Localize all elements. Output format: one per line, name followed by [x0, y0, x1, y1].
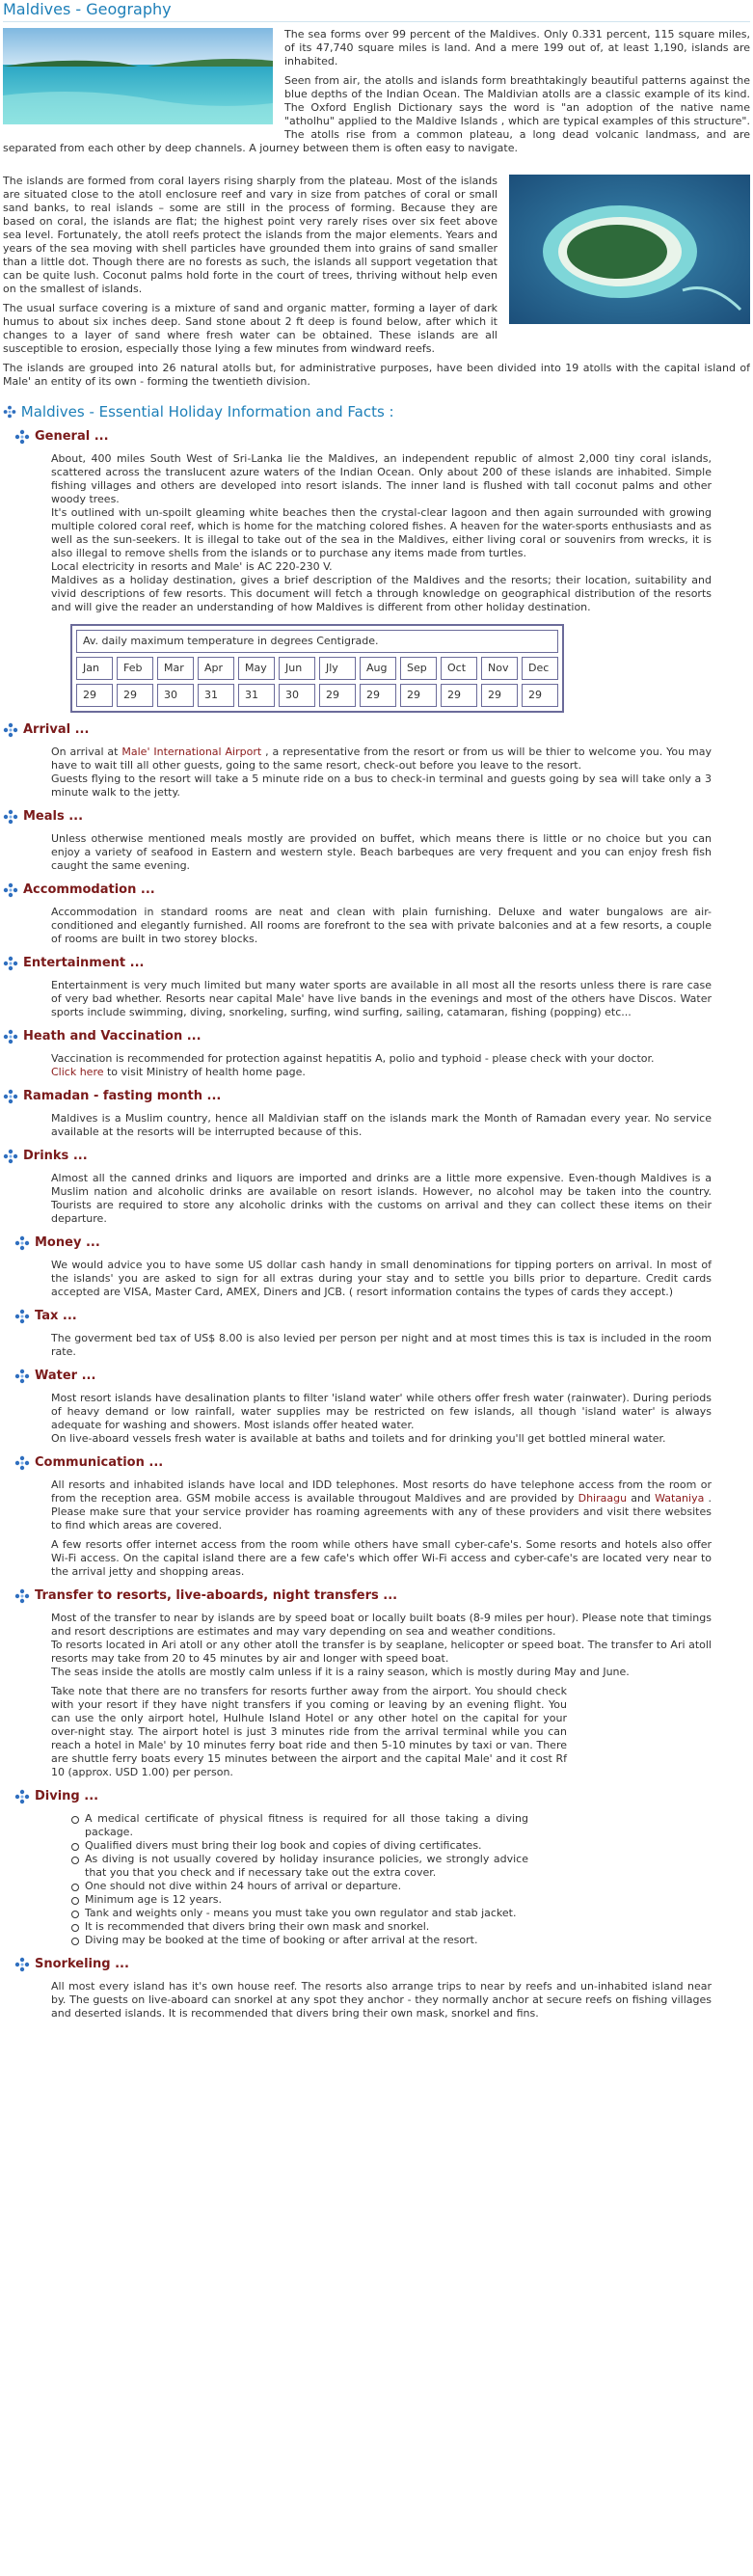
comm-text: All resorts and inhabited islands have local and IDD telephones. Most resorts do have telephone access from the room or from the reception area. GSM mobile access is available througout Maldives and are provided by	[51, 1478, 712, 1505]
section-accommodation	[3, 882, 750, 946]
diving-list-item: Diving may be booked at the time of booking or after arrival at the resort.	[85, 1934, 528, 1947]
section-body	[51, 452, 712, 614]
temperature-cell: 29	[481, 684, 518, 707]
section-title: Money ...	[35, 1235, 100, 1250]
month-cell: Feb	[117, 657, 153, 680]
section-general	[3, 429, 750, 713]
facts-heading-text: Maldives - Essential Holiday Information and Facts :	[20, 403, 394, 420]
section-body: Accommodation in standard rooms are neat and clean with plain furnishing. Deluxe and water bungalows are air-conditioned and elegantly furnished. All rooms are forefront to the sea with private balconies and at a few resorts, a couple of rooms are built in two storey blocks.	[51, 906, 712, 945]
month-cell: Sep	[400, 657, 437, 680]
section-snorkeling	[3, 1957, 750, 2020]
section-title: Transfer to resorts, live-aboards, night transfers ...	[35, 1588, 398, 1603]
section-body	[66, 1812, 528, 1947]
section-header	[14, 1957, 750, 1972]
section-title: Snorkeling ...	[35, 1957, 129, 1971]
temperature-cell: 29	[400, 684, 437, 707]
month-cell: May	[238, 657, 275, 680]
section-title: Communication ...	[35, 1455, 164, 1470]
month-cell: Apr	[198, 657, 234, 680]
month-cell: Mar	[157, 657, 194, 680]
communication-paragraph-1	[51, 1478, 712, 1532]
sparkle-bullet-icon	[3, 722, 18, 738]
water-paragraph-1: Most resort islands have desalination plants to filter 'island water' while others offer fresh water (rainwater). During periods of heavy demand or low rainfall, water supplies may be restricted on few islands, all though 'island water' is always adequate for washing and showers. Most islands offer heated water.	[51, 1392, 712, 1431]
section-body	[51, 1392, 712, 1446]
wataniya-link[interactable]: Wataniya	[655, 1492, 705, 1505]
month-cell: Jly	[319, 657, 356, 680]
water-paragraph-2: On live-aboard vessels fresh water is available at baths and toilets and for drinking you'll get bottled mineral water.	[51, 1432, 666, 1445]
health-link-line	[51, 1066, 712, 1079]
dhiraagu-link[interactable]: Dhiraagu	[578, 1492, 628, 1505]
comm-text-2: . Please make sure that your service provider has roaming agreements with any of these providers and visit there websites to find which areas are covered.	[51, 1492, 712, 1532]
temperature-cell: 31	[198, 684, 234, 707]
section-header	[14, 1235, 750, 1251]
section-body: Almost all the canned drinks and liquors are imported and drinks are a little more expensive. Even-though Maldives is a Muslim nation and alcoholic drinks are available on resort islands. However, no alcohol may be taken into the country. Tourists are required to store any alcoholic drinks with the customs on arrival and they can collect these items on their departure.	[51, 1172, 712, 1225]
section-title: Diving ...	[35, 1789, 99, 1803]
geography-block-1	[3, 28, 750, 161]
atoll-aerial-photo	[509, 175, 750, 324]
general-paragraph-1: About, 400 miles South West of Sri-Lanka lie the Maldives, an independent republic of almost 2,000 tiny coral islands, scattered across the translucent azure waters of the Indian Ocean. Only about 200 of these islands are inhabited. Simple fishing villages and others are developed into resort islands. The inner land is flushed with tall coconut palms and other woody trees.	[51, 452, 712, 505]
section-arrival	[3, 722, 750, 800]
diving-list-item: Qualified divers must bring their log book and copies of diving certificates.	[85, 1839, 528, 1853]
section-header	[14, 1309, 750, 1324]
section-body: Maldives is a Muslim country, hence all Maldivian staff on the islands mark the Month of Ramadan every year. No service available at the resorts will be interrupted because of this.	[51, 1112, 712, 1138]
section-meals	[3, 809, 750, 873]
health-paragraph: Vaccination is recommended for protection against hepatitis A, polio and typhoid - please check with your doctor.	[51, 1052, 655, 1065]
temperature-row	[76, 684, 558, 707]
geo-paragraph-3: The islands are formed from coral layers rising sharply from the plateau. Most of the islands are situated close to the atoll enclosure reef and vary in size from patches of coral or small sand banks, to real islands – some are still in the process of forming. Because they are based on coral, the islands are flat; the highest point very rarely rises over six feet above sea level. Fortunately, the atoll reefs protect the islands from the major elements. Years and years of the sea moving with shell particles have grounded them into grains of sand smaller than a little dot. Though there are no forests as such, the islands all support vegetation that can be quite lush. Coconut palms hold forte in the court of trees, thriving without help even on the smallest of islands.	[3, 175, 498, 295]
temperature-cell: 29	[319, 684, 356, 707]
arrival-text: On arrival at	[51, 746, 119, 758]
month-cell: Aug	[360, 657, 396, 680]
temperature-cell: 30	[157, 684, 194, 707]
section-header	[3, 882, 750, 898]
section-water	[3, 1369, 750, 1446]
section-title: Accommodation ...	[23, 882, 155, 897]
sparkle-bullet-icon	[3, 1089, 18, 1104]
section-title: Arrival ...	[23, 722, 90, 737]
geo-paragraph-1: The sea forms over 99 percent of the Maldives. Only 0.331 percent, 115 square miles, of its 47,740 square miles is land. And a mere 199 out of, at least 1,190, islands are inhabited.	[284, 28, 750, 68]
sparkle-bullet-icon	[14, 1309, 30, 1324]
section-title: General ...	[35, 429, 109, 444]
section-header	[3, 1149, 750, 1164]
sparkle-bullet-icon	[14, 1455, 30, 1471]
section-header	[3, 1089, 750, 1104]
diving-list-item: Tank and weights only - means you must take you own regulator and stab jacket.	[85, 1907, 528, 1920]
section-body: Unless otherwise mentioned meals mostly are provided on buffet, which means there is little or no choice but you can enjoy a variety of seafood in Eastern and western style. Beach barbeques are very frequent and you can enjoy fresh fish caught the same evening.	[51, 832, 712, 872]
diving-list-item: Minimum age is 12 years.	[85, 1893, 528, 1907]
sparkle-bullet-icon	[14, 1588, 30, 1604]
temperature-cell: 29	[117, 684, 153, 707]
section-title: Ramadan - fasting month ...	[23, 1089, 222, 1103]
arrival-paragraph-1	[51, 746, 712, 773]
sparkle-bullet-icon	[14, 1369, 30, 1384]
sparkle-bullet-icon	[3, 1029, 18, 1044]
transfer-paragraph-4: Take note that there are no transfers for resorts further away from the airport. You should check with your resort if they have night transfers if you coming or leaving by an evening flight. You can use the only airport hotel, Hulhule Island Hotel or any other hotel on the capital for your over-night stay. The airport hotel is just 3 minutes ride from the arrival terminal while you can reach a hotel in Male' by 10 minutes ferry boat ride and then 5-10 minutes by taxi or van. There are shuttle ferry boats every 15 minutes between the airport and the capital Male' and it cost Rf 10 (approx. USD 1.00) per person.	[51, 1685, 567, 1778]
ministry-health-link[interactable]: Click here	[51, 1066, 104, 1078]
month-cell: Jan	[76, 657, 113, 680]
temperature-caption: Av. daily maximum temperature in degrees Centigrade.	[76, 630, 558, 653]
section-health	[3, 1029, 750, 1079]
comm-and: and	[627, 1492, 656, 1505]
month-cell: Dec	[522, 657, 558, 680]
sparkle-bullet-icon	[3, 809, 18, 825]
facts-heading	[3, 402, 750, 421]
beach-photo	[3, 28, 273, 124]
geography-block-2	[3, 175, 750, 394]
section-header	[3, 956, 750, 971]
section-transfer	[3, 1588, 750, 1779]
temperature-cell: 29	[360, 684, 396, 707]
diving-list-item: One should not dive within 24 hours of arrival or departure.	[85, 1880, 528, 1893]
section-tax	[3, 1309, 750, 1359]
geo-paragraph-4: The usual surface covering is a mixture of sand and organic matter, forming a layer of dark humus to about six inches deep. Sand stone about 2 ft deep is found below, after which it changes to a layer of sand where fresh water can be obtained. These islands are all susceptible to erosion, especially those lying a few minutes from windward reefs.	[3, 302, 498, 355]
temperature-cell: 31	[238, 684, 275, 707]
general-paragraph-4: Maldives as a holiday destination, gives a brief description of the Maldives and the resorts; their location, suitability and vivid descriptions of few resorts. This document will fetch a through knowledge on geographical distribution of the resorts and will give the reader an understanding of how Maldives is different from other holiday destination.	[51, 574, 712, 613]
arrival-text-2: , a representative from the resort or from us will be thier to welcome you. You may have to wait till all other guests, going to the same resort, check-out before you leave to the resort.	[51, 746, 712, 772]
section-ramadan	[3, 1089, 750, 1139]
sparkle-bullet-icon	[14, 429, 30, 445]
section-header	[14, 1588, 750, 1604]
sparkle-bullet-icon	[3, 405, 16, 419]
section-header	[14, 1789, 750, 1804]
section-drinks	[3, 1149, 750, 1226]
section-header	[3, 1029, 750, 1044]
section-money	[3, 1235, 750, 1299]
temperature-cell: 30	[279, 684, 315, 707]
section-header	[3, 809, 750, 825]
section-entertainment	[3, 956, 750, 1019]
temperature-cell: 29	[76, 684, 113, 707]
section-header	[14, 1369, 750, 1384]
section-title: Heath and Vaccination ...	[23, 1029, 202, 1044]
section-title: Drinks ...	[23, 1149, 88, 1163]
section-body: We would advice you to have some US dollar cash handy in small denominations for tipping porters on arrival. In most of the islands' you are asked to sign for all extras during your stay and to settle you bills prior to departure. Credit cards accepted are VISA, Master Card, AMEX, Diners and JCB. ( resort information contains the types of cards they accept.)	[51, 1259, 712, 1298]
section-body	[51, 1612, 712, 1779]
section-communication	[3, 1455, 750, 1579]
transfer-paragraph-1: Most of the transfer to near by islands are by speed boat or locally built boats (8-9 miles per hour). Please note that timings and resort descriptions are estimates and may vary depending on sea and weather conditions.	[51, 1612, 712, 1638]
section-body: All most every island has it's own house reef. The resorts also arrange trips to near by reefs and un-inhabited island near by. The guests on live-aboard can snorkel at any spot they anchor - they normally anchor at secure reefs on fishing villages and deserted islands. It is recommended that divers bring their own mask, snorkel and fins.	[51, 1980, 712, 2020]
communication-paragraph-2: A few resorts offer internet access from the room while others have small cyber-cafe's. Some resorts and hotels also offer Wi-Fi access. On the capital island there are a few cafe's which offer Wi-Fi access and cyber-cafe's are located very near to the arrival jetty and shopping areas.	[51, 1538, 712, 1578]
transfer-paragraph-3: The seas inside the atolls are mostly calm unless if it is a rainy season, which is mostly during May and June.	[51, 1666, 630, 1678]
sparkle-bullet-icon	[3, 956, 18, 971]
diving-list-item: It is recommended that divers bring their own mask and snorkel.	[85, 1920, 528, 1934]
section-header	[3, 722, 750, 738]
section-body	[51, 1052, 712, 1079]
diving-list	[66, 1812, 528, 1947]
section-title: Water ...	[35, 1369, 96, 1383]
arrival-paragraph-2: Guests flying to the resort will take a 5 minute ride on a bus to check-in terminal and guests going by sea will take only a 3 minute walk to the jetty.	[51, 773, 712, 799]
sparkle-bullet-icon	[14, 1957, 30, 1972]
section-body	[51, 746, 712, 800]
section-body	[51, 1478, 712, 1579]
airport-link[interactable]: Male' International Airport	[121, 746, 262, 758]
section-header	[14, 1455, 750, 1471]
sparkle-bullet-icon	[3, 1149, 18, 1164]
geo-paragraph-5: The islands are grouped into 26 natural atolls but, for administrative purposes, have been divided into 19 atolls with the capital island of Male' an entity of its own - forming the twentieth division.	[3, 362, 750, 388]
diving-list-item: As diving is not usually covered by holiday insurance policies, we strongly advice that you that you check and if necessary take out the extra cover.	[85, 1853, 528, 1879]
diving-list-item: A medical certificate of physical fitness is required for all those taking a diving package.	[85, 1812, 528, 1838]
sparkle-bullet-icon	[14, 1235, 30, 1251]
page-title: Maldives - Geography	[3, 0, 750, 22]
temperature-table	[70, 624, 564, 713]
health-link-text: to visit Ministry of health home page.	[103, 1066, 306, 1078]
section-title: Entertainment ...	[23, 956, 145, 970]
temperature-cell: 29	[522, 684, 558, 707]
section-title: Meals ...	[23, 809, 84, 824]
section-title: Tax ...	[35, 1309, 77, 1323]
sparkle-bullet-icon	[14, 1789, 30, 1804]
section-diving	[3, 1789, 750, 1947]
sparkle-bullet-icon	[3, 882, 18, 898]
month-cell: Nov	[481, 657, 518, 680]
month-cell: Jun	[279, 657, 315, 680]
general-paragraph-2: It's outlined with un-spoilt gleaming white beaches then the crystal-clear lagoon and then again surrounded with growing multiple colored coral reef, which is home for the matching colored fishes. A heaven for the water-sports enthusiasts and as well as the sun-seekers. It is illegal to take out of the sea in the Maldives, either living coral or souvenirs from wrecks, it is also illegal to remove shells from the islands or to purchase any items made from turtles.	[51, 506, 712, 559]
general-paragraph-3: Local electricity in resorts and Male' is AC 220-230 V.	[51, 560, 333, 573]
section-header	[14, 429, 750, 445]
section-body: The goverment bed tax of US$ 8.00 is also levied per person per night and at most times this is tax is included in the room rate.	[51, 1332, 712, 1358]
geo-paragraph-2: Seen from air, the atolls and islands form breathtakingly beautiful patterns against the blue depths of the Indian Ocean. The Maldivian atolls are a classic example of its kind. The Oxford English Dictionary says the word is "an adoption of the native name "atholhu" applied to the Maldive Islands , which are typical examples of this structure". The atolls rise from a common plateau, a long dead volcanic landmass, and are separated from each other by deep channels. A journey between them is often easy to navigate.	[3, 74, 750, 154]
month-cell: Oct	[441, 657, 477, 680]
transfer-paragraph-2: To resorts located in Ari atoll or any other atoll the transfer is by seaplane, helicopter or speed boat. The transfer to Ari atoll resorts may take from 20 to 45 minutes by air and longer with speed boat.	[51, 1639, 712, 1665]
section-body: Entertainment is very much limited but many water sports are available in all most all the resorts unless there is rare case of very bad whether. Resorts near capital Male' have live bands in the evenings and most of the others have Discos. Water sports include swimming, diving, snorkeling, surfing, wind surfing, sailing, catamaran, fishing (popping) etc...	[51, 979, 712, 1018]
month-row	[76, 657, 558, 680]
temperature-cell: 29	[441, 684, 477, 707]
